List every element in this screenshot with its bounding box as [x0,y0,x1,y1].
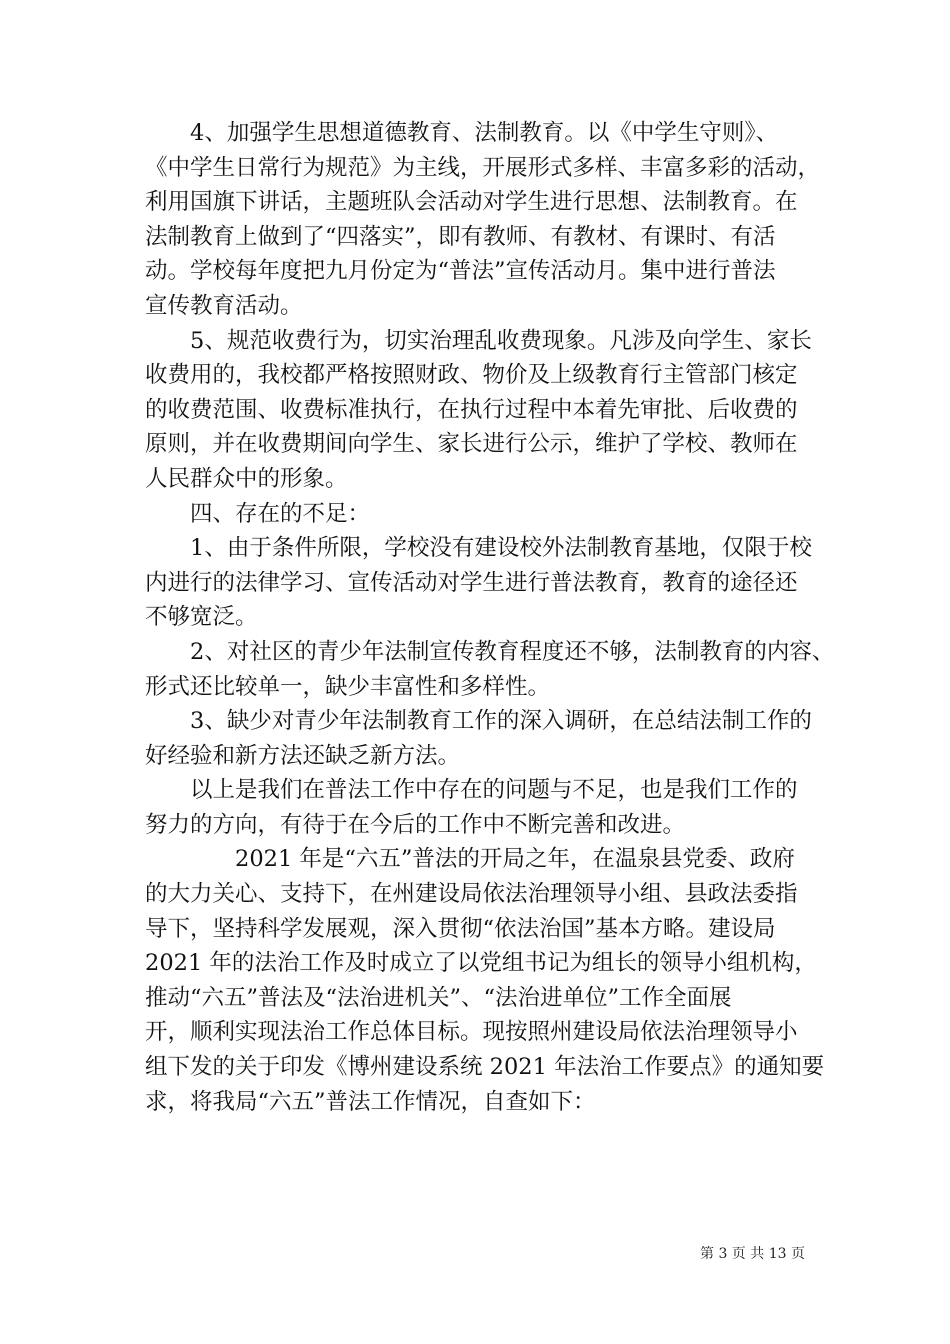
text-line: 2021 年的法治工作及时成立了以党组书记为组长的领导小组机构， [145,950,817,977]
text-line: 法制教育上做到了“四落实”，即有教师、有教材、有课时、有活 [145,223,776,250]
text-line: 组下发的关于印发《博州建设系统 2021 年法治工作要点》的通知要 [145,1054,825,1081]
text-line: 努力的方向，有待于在今后的工作中不断完善和改进。 [145,811,686,838]
text-line: 形式还比较单一，缺少丰富性和多样性。 [145,673,551,700]
text-line: 以上是我们在普法工作中存在的问题与不足，也是我们工作的 [190,777,798,804]
text-line: 求，将我局“六五”普法工作情况，自查如下： [145,1088,596,1115]
page-number: 第 3 页 共 13 页 [700,1246,805,1262]
text-line: 的大力关心、支持下，在州建设局依法治理领导小组、县政法委指 [145,881,798,908]
text-line: 推动“六五”普法及“法治进机关”、“法治进单位”工作全面展 [145,984,732,1011]
text-line: 不够宽泛。 [145,604,258,631]
text-line: 2021 年是“六五”普法的开局之年，在温泉县党委、政府 [235,846,795,873]
text-line: 导下，坚持科学发展观，深入贯彻“依法治国”基本方略。建设局 [145,915,776,942]
text-line: 内进行的法律学习、宣传活动对学生进行普法教育，教育的途径还 [145,569,798,596]
text-line: 开，顺利实现法治工作总体目标。现按照州建设局依法治理领导小 [145,1019,798,1046]
section-heading: 四、存在的不足： [190,500,371,527]
text-line: 1、由于条件所限，学校没有建设校外法制教育基地，仅限于校 [190,535,812,562]
text-line: 好经验和新方法还缺乏新方法。 [145,742,461,769]
text-line: 4、加强学生思想道德教育、法制教育。以《中学生守则》、 [190,120,779,146]
text-line: 3、缺少对青少年法制教育工作的深入调研，在总结法制工作的 [190,708,812,735]
text-line: 的收费范围、收费标准执行，在执行过程中本着先审批、后收费的 [145,396,798,423]
text-line: 动。学校每年度把九月份定为“普法”宣传活动月。集中进行普法 [145,258,776,285]
text-line: 利用国旗下讲话，主题班队会活动对学生进行思想、法制教育。在 [145,189,798,216]
text-line: 5、规范收费行为，切实治理乱收费现象。凡涉及向学生、家长 [190,327,812,354]
text-line: 《中学生日常行为规范》为主线，开展形式多样、丰富多彩的活动， [145,154,821,181]
text-line: 2、对社区的青少年法制宣传教育程度还不够，法制教育的内容、 [190,638,835,665]
text-line: 宣传教育活动。 [145,292,303,319]
text-line: 人民群众中的形象。 [145,465,348,492]
text-line: 收费用的，我校都严格按照财政、物价及上级教育行主管部门核定 [145,362,798,389]
text-line: 原则，并在收费期间向学生、家长进行公示，维护了学校、教师在 [145,431,798,458]
document-body [145,116,835,1119]
